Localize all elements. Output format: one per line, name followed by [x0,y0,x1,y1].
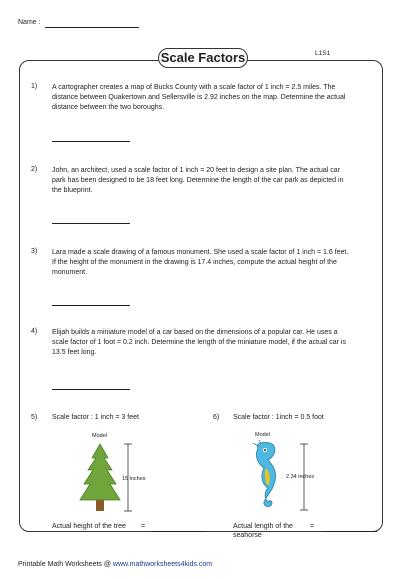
name-label: Name : [18,19,41,26]
question-6-answer-line[interactable] [325,531,377,532]
question-4-text: Elijah builds a miniature model of a car based on the dimensions of a popular car. He uses a scale factor of 1 foot = 0.2 inch. Determine the length of the miniature model, if the actual car is 13.5 feet long. [52,329,346,356]
question-2-number: 2) [31,166,38,173]
question-1-number: 1) [31,83,38,90]
question-1-text: A cartographer creates a map of Bucks County with a scale factor of 1 inch = 2.5 miles. The distance between Quakertown and Sellersville is 2.92 inches on the map. Determine the actual distance between the two boroughs. [52,84,346,111]
question-5-scale: Scale factor : 1 inch = 3 feet [52,414,139,421]
question-2-text: John, an architect, used a scale factor of 1 inch = 20 feet to design a site plan. The actual car park has been designed to be 18 feet long. Determine the length of the car park as depicted in the blueprint. [52,167,344,194]
question-5-number: 5) [31,414,38,421]
question-1-answer-line[interactable] [52,141,130,142]
question-6-number: 6) [213,414,220,421]
question-6-measure: 2.34 inches [286,474,315,480]
question-5-answer-label: Actual height of the tree [52,523,126,530]
question-3-text: Lara made a scale drawing of a famous monument. She used a scale factor of 1 inch = 1.6 feet. If the height of the monument in the drawing is 17.4 inches, compute the actual height of the monument. [52,249,349,276]
question-6-answer-label-line1: Actual length of the [233,523,293,530]
tree-icon [80,444,120,511]
question-4-answer-line[interactable] [52,389,130,390]
footer-url[interactable]: www.mathworksheets4kids.com [112,561,213,568]
worksheet-code: L1S1 [315,50,331,57]
question-6-scale: Scale factor : 1inch = 0.5 foot [233,414,324,421]
question-5-answer-line[interactable] [151,531,203,532]
question-5-equals: = [141,523,146,530]
footer [18,561,212,568]
question-6-model-label: Model [255,432,270,438]
footer-prefix: Printable Math Worksheets @ [18,561,113,568]
question-4-number: 4) [31,328,38,335]
question-5-model-label: Model [92,433,107,439]
question-3-answer-line[interactable] [52,305,130,306]
question-6-answer-label-line2: seahorse [233,532,262,539]
seahorse-icon [253,440,276,507]
page-title: Scale Factors [158,48,248,68]
question-3-number: 3) [31,248,38,255]
question-5-measure: 15 inches [122,476,146,482]
question-2-answer-line[interactable] [52,223,130,224]
name-field[interactable] [45,27,139,28]
question-6-equals: = [310,523,315,530]
